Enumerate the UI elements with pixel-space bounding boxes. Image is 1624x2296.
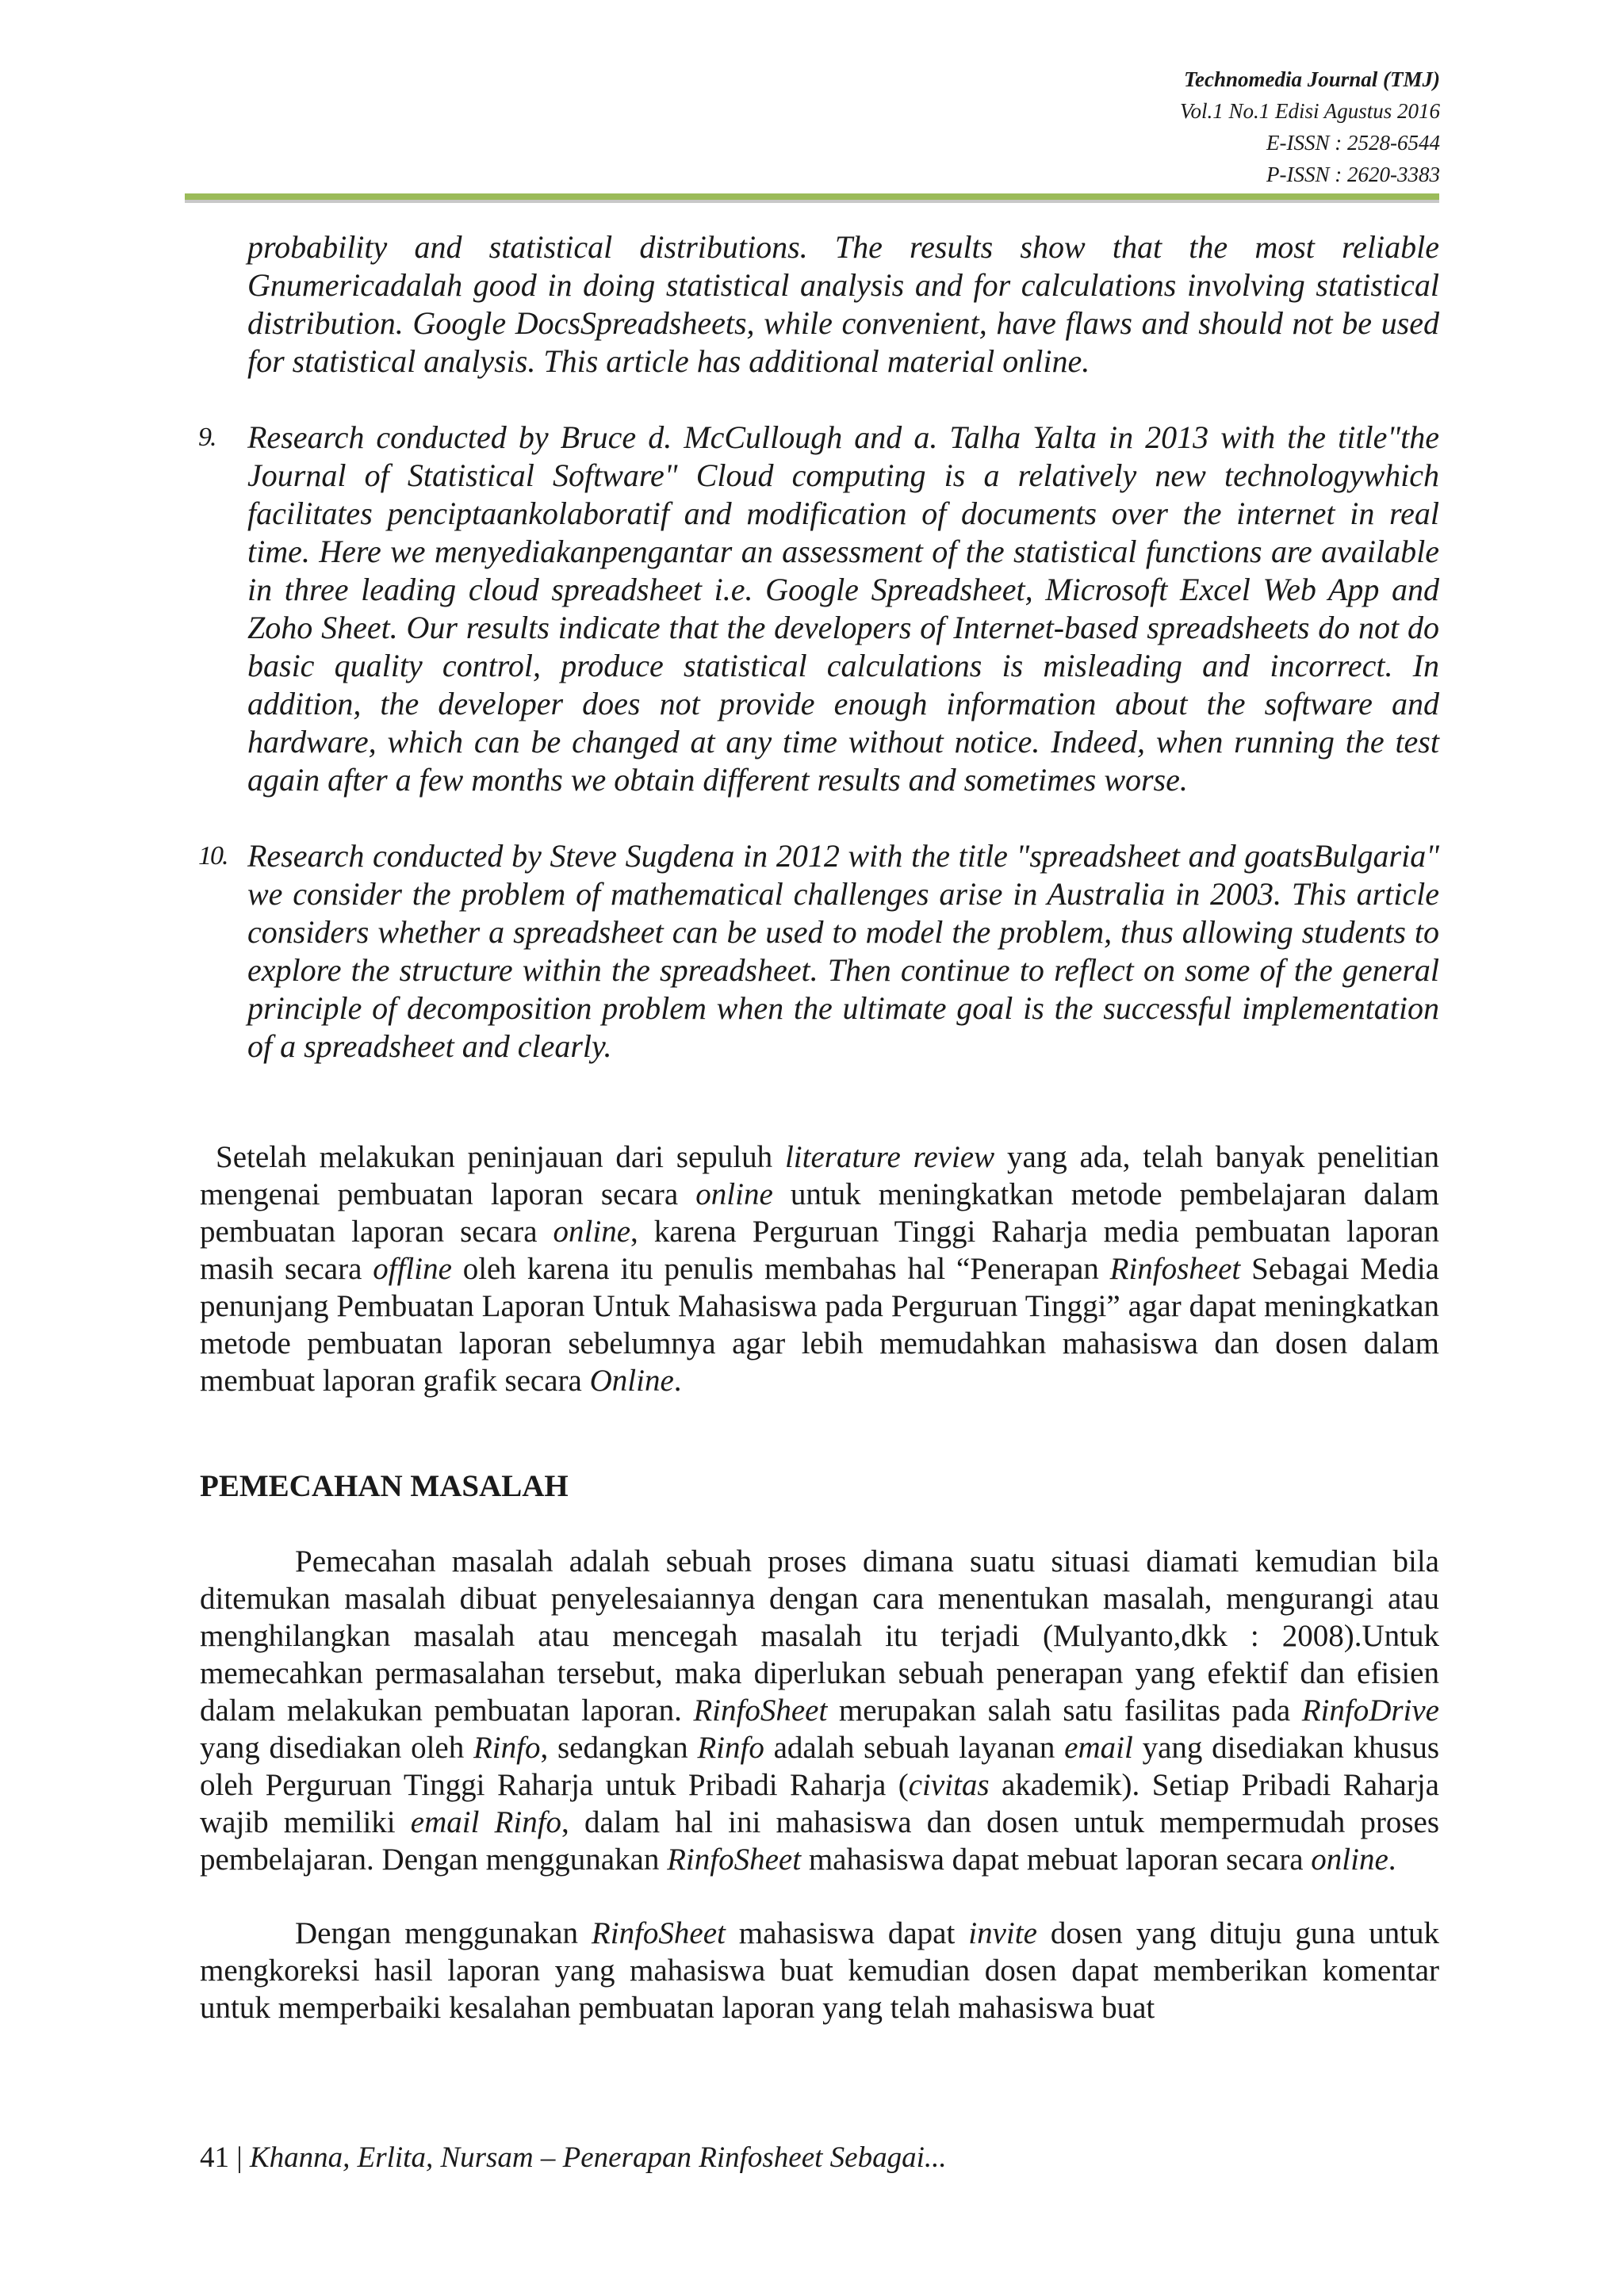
footer-separator: |: [229, 2141, 250, 2174]
page-number: 41: [200, 2141, 229, 2174]
journal-volume: Vol.1 No.1 Edisi Agustus 2016: [1179, 99, 1440, 123]
reference-continued: [247, 228, 1439, 381]
section-heading: PEMECAHAN MASALAH: [200, 1469, 569, 1503]
journal-header: [1180, 63, 1440, 190]
reference-number: 9.: [198, 423, 216, 452]
journal-pissn: P-ISSN : 2620-3383: [1266, 163, 1440, 186]
reference-item-9: [198, 419, 1439, 799]
body-text: [200, 1138, 1439, 2026]
reference-list: [198, 228, 1439, 1104]
paragraph-pemecahan-masalah: Pemecahan masalah adalah sebuah proses dimana suatu situasi diamati kemudian bila ditemukan masalah dibuat penyelesaiannya dengan cara menentukan masalah, mengurangi atau menghilangkan masalah atau mencegah masalah itu terjadi (Mulyanto,dkk : 2008).Untuk memecahkan permasalahan tersebut, maka diperlukan sebuah penerapan yang efektif dan efisien dalam melakukan pembuatan laporan. RinfoSheet merupakan salah satu fasilitas pada RinfoDrive yang disediakan oleh Rinfo, sedangkan Rinfo adalah sebuah layanan email yang disediakan khusus oleh Perguruan Tinggi Raharja untuk Pribadi Raharja (civitas akademik). Setiap Pribadi Raharja wajib memiliki email Rinfo, dalam hal ini mahasiswa dan dosen untuk mempermudah proses pembelajaran. Dengan menggunakan RinfoSheet mahasiswa dapat mebuat laporan secara online.: [200, 1544, 1440, 1877]
reference-text: Research conducted by Bruce d. McCullough and a. Talha Yalta in 2013 with the title"the Journal of Statistical Software" Cloud computing is a relatively new technologywhich facilitates penciptaankolaboratif and modification of documents over the internet in real time. Here we menyediakanpengantar an assessment of the statistical functions are available in three leading cloud spreadsheet i.e. Google Spreadsheet, Microsoft Excel Web App and Zoho Sheet. Our results indicate that the developers of Internet-based spreadsheets do not do basic quality control, produce statistical calculations is misleading and incorrect. In addition, the developer does not provide enough information about the software and hardware, which can be changed at any time without notice. Indeed, when running the test again after a few months we obtain different results and sometimes worse.: [247, 419, 1439, 798]
paragraph-rinfosheet-invite: Dengan menggunakan RinfoSheet mahasiswa dapat invite dosen yang dituju guna untuk mengkoreksi hasil laporan yang mahasiswa buat kemudian dosen dapat memberikan komentar untuk memperbaiki kesalahan pembuatan laporan yang telah mahasiswa buat: [200, 1916, 1439, 2025]
reference-text: Research conducted by Steve Sugdena in 2012 with the title "spreadsheet and goatsBulgaria" we consider the problem of mathematical challenges arise in Australia in 2003. This article considers whether a spreadsheet can be used to model the problem, thus allowing students to explore the structure within the spreadsheet. Then continue to reflect on some of the general principle of decomposition problem when the ultimate goal is the successful implementation of a spreadsheet and clearly.: [247, 838, 1439, 1064]
reference-number: 10.: [198, 841, 228, 871]
reference-item-10: [198, 837, 1439, 1066]
page-footer: [200, 2139, 947, 2177]
reference-8-continued-text: probability and statistical distributions. The results show that the most reliable Gnumericadalah good in doing statistical analysis and for calculations involving statistical distribution. Google DocsSpreadsheets, while convenient, have flaws and should not be used for statistical analysis. This article has additional material online.: [247, 229, 1439, 379]
journal-eissn: E-ISSN : 2528-6544: [1266, 131, 1440, 155]
header-rule-gray: [185, 200, 1439, 203]
footer-byline: Khanna, Erlita, Nursam – Penerapan Rinfosheet Sebagai...: [249, 2141, 947, 2174]
journal-title: Technomedia Journal (TMJ): [1183, 67, 1440, 91]
header-rule-green: [185, 193, 1439, 200]
intro-paragraph: Setelah melakukan peninjauan dari sepuluh literature review yang ada, telah banyak penelitian mengenai pembuatan laporan secara online untuk meningkatkan metode pembelajaran dalam pembuatan laporan secara online, karena Perguruan Tinggi Raharja media pembuatan laporan masih secara offline oleh karena itu penulis membahas hal “Penerapan Rinfosheet Sebagai Media penunjang Pembuatan Laporan Untuk Mahasiswa pada Perguruan Tinggi” agar dapat meningkatkan metode pembuatan laporan sebelumnya agar lebih memudahkan mahasiswa dan dosen dalam membuat laporan grafik secara Online.: [200, 1140, 1439, 1398]
